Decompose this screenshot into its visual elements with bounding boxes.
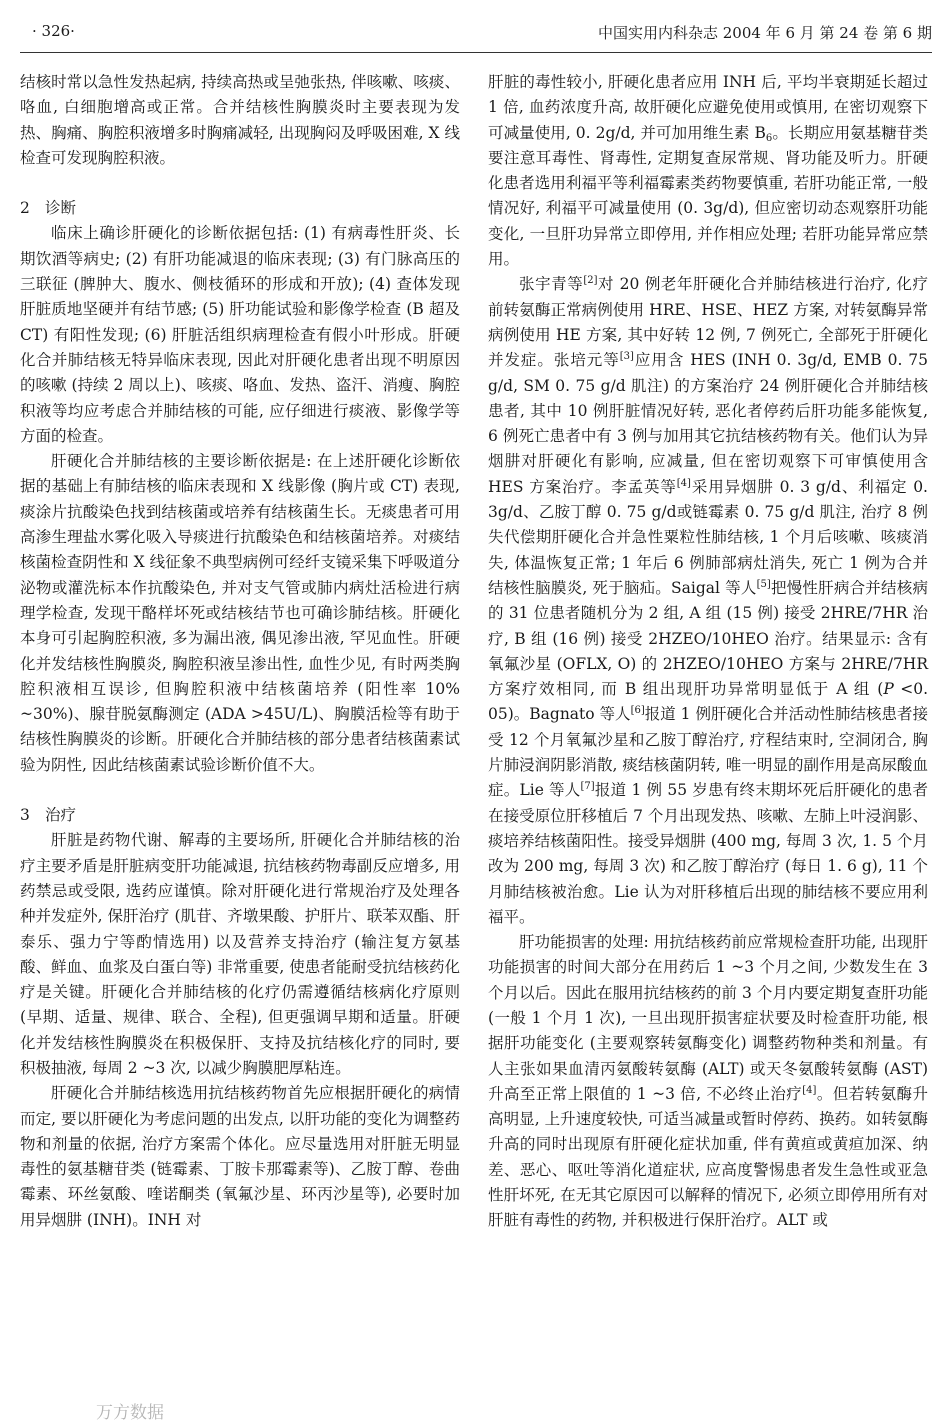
treatment-paragraph-2-text: 肝硬化合并肺结核选用抗结核药物首先应根据肝硬化的病情而定, 要以肝硬化为考虑问题的出发点, 以肝功能的变化为调整药物和剂量的依据, 治疗方案需个体化。应尽量选用对肝脏无明显毒性的氨基糖苷类 (链霉素、丁胺卡那霉素等)、乙胺丁醇、卷曲霉素、环丝氨酸、喹诺酮类 (氧: [20, 1084, 460, 1204]
diagnosis-paragraph-1: 临床上确诊肝硬化的诊断依据包括: (1) 有病毒性肝炎、长期饮酒等病史; (2) 有肝功能减退的临床表现; (3) 有门脉高压的三联征 (脾肿大、腹水、侧枝循环的形成和开放); (4) 查体发现肝脏质地坚硬并有结节感; (5) 肝功能试验和影像学检查 (B 超及 CT) 有阳性发现; (6) 肝脏活组织病理检查有假小叶形成。肝硬化合并肺结核无特异临床表现, 因此对肝硬化患者出现不明原因的咳嗽 (持续 2 周以上)、咳痰、咯血、发热、盗汗、消瘦、胸腔积液等均应考虑合并肺结核的可能, 应仔细进行痰液、影像学等方面的检查。: [20, 224, 460, 445]
citation-ref: [7]: [580, 781, 595, 793]
text-run: 把慢性肝病合并结核病的 31 位患者随机分为 2 组, A 组 (15 例) 接受 2HRE/7HR 治疗, B 组 (16 例) 接受 2HZEO/10HEO 治疗。结果显示: 含有氧氟沙星 (OFLX, O) 的 2HZEO/10HEO 方案与 2HRE/7HR 方案疗效相同, 而 B 组出现肝功异常明显低于 A 组 (: [488, 578, 928, 699]
left-column: [20, 70, 460, 1233]
section-spacer: [20, 778, 460, 803]
text-run: 张宇青等: [519, 275, 584, 294]
section-number: 3: [20, 806, 30, 825]
clinical-studies-paragraph: [488, 272, 928, 930]
citation-ref: [6]: [630, 705, 645, 717]
running-header: [22, 22, 932, 42]
citation-ref: [4]: [676, 477, 691, 489]
text-run: 报道 1 例 55 岁患有终末期坏死后肝硬化的患者在接受原位肝移植后 7 个月出现发热、咳嗽、左肺上叶浸润影、痰培养结核菌阳性。接受异烟肼 (400 mg, 每周 3 次, 1. 5 个月改为 200 mg, 每周 3 次) 和乙胺丁醇治疗 (每日 1. 6 g), 11 个月肺结核被治愈。Lie 认为对肝移植后出现的肺结核不要应用利福平。: [488, 781, 928, 926]
text-run: 。长期应用氨基糖苷类要注意耳毒性、肾毒性, 定期复查尿常规、肾功能及听力。肝硬化患者选用利福平等利福霉素类药物要慎重, 若肝功能正常, 一般情况好, 利福平可减量使用 (0. 3g/d), 但应密切动态观察肝功能变化, 一旦肝功异常立即停用, 并作相应处理; 若肝功能异常应禁用。: [488, 123, 928, 269]
treatment-paragraph-1: 肝脏是药物代谢、解毒的主要场所, 肝硬化合并肺结核的治疗主要矛盾是肝脏病变肝功能减退, 抗结核药物毒副反应增多, 用药禁忌或受限, 选药应谨慎。除对肝硬化进行常规治疗及处理各种并发症外, 保肝治疗 (肌苷、齐墩果酸、护肝片、联苯双酯、肝泰乐、强力宁等酌情选用) 以及营养支持治疗 (输注复方氨基酸、鲜血、血浆及白蛋白等) 非常重要, 使患者能耐受抗结核药化疗是关键。肝硬化合并肺结核的化疗仍需遵循结核病化疗原则 (早期、适量、规律、联合、全程), 但更强调早期和适量。肝硬化并发结核性胸膜炎在积极保肝、支持及抗结核化疗的同时, 要积极抽液, 每周 2 ~3 次, 以减少胸膜肥厚粘连。: [20, 831, 460, 1077]
text-run: 应用含 HES (INH 0. 3g/d, EMB 0. 75 g/d, SM 0. 75 g/d 肌注) 的方案治疗 24 例肝硬化合并肺结核患者, 其中 10 例肝脏情况好转, 恶化者停药后肝功能多能恢复, 6 例死亡患者中有 3 例与加用其它抗结核药物有关。他们认为异烟肼对肝硬化有影响, 应减量, 但在密切观察下可审慎使用含 HES 方案治疗。李孟英等: [488, 351, 928, 496]
section-heading-diagnosis: [20, 196, 460, 221]
treatment-paragraph-2: [20, 1081, 460, 1233]
watermark: 万方数据: [96, 1403, 164, 1423]
citation-ref: [5]: [756, 578, 771, 590]
section-title: 治疗: [45, 806, 77, 825]
intro-paragraph: 结核时常以急性发热起病, 持续高热或呈弛张热, 伴咳嗽、咳痰、咯血, 白细胞增高或正常。合并结核性胸膜炎时主要表现为发热、胸痛、胸腔积液增多时胸痛减轻, 出现胸闷及呼吸困难, X 线检查可发现胸腔积液。: [20, 73, 460, 167]
citation-ref: [2]: [583, 275, 598, 287]
citation-ref: [4]: [802, 1084, 817, 1096]
section-number: 2: [20, 199, 30, 218]
drug-paragraph: [488, 70, 928, 272]
text-run: 肝脏的毒性较小, 肝硬化患者应用 INH 后, 平均半衰期延长超过 1 倍, 血药浓度升高, 故肝硬化应避免使用或慎用, 在密切观察下可减量使用, 0. 2g/d, 并可加用维生素 B: [488, 73, 928, 142]
section-title: 诊断: [45, 199, 77, 218]
diagnosis-paragraph-2: 肝硬化合并肺结核的主要诊断依据是: 在上述肝硬化诊断依据的基础上有肺结核的临床表现和 X 线影像 (胸片或 CT) 表现, 痰涂片抗酸染色找到结核菌或培养有结核菌生长。无痰患者可用高渗生理盐水雾化吸入导痰进行抗酸染色和结核菌培养。对痰结核菌检查阴性和 X 线征象不典型病例可经纤支镜采集下呼吸道分泌物或灌洗标本作抗酸染色, 并对支气管或肺内病灶活检进行病理学检查, 发现干酪样坏死或结核结节也可确诊肺结核。肝硬化本身可引起胸腔积液, 多为漏出液, 偶见渗出液, 罕见血性。肝硬化并发结核性胸膜炎, 胸腔积液呈渗出性, 血性少见, 有时两类胸腔积液相互误诊, 但胸腔积液中结核菌培养 (阳性率 10% ~30%)、腺苷脱氨酶测定 (ADA >45U/L)、胸膜活检等有助于结核性胸膜炎的诊断。肝硬化合并肺结核的部分患者结核菌素试验为阴性, 因此结核菌素试验诊断价值不大。: [20, 452, 460, 774]
text-run: 。但若转氨酶升高明显, 上升速度较快, 可适当减量或暂时停药、换药。如转氨酶升高的同时出现原有肝硬化症状加重, 伴有黄疸或黄疸加深、纳差、恶心、呕吐等消化道症状, 应高度警惕患者发生急性或亚急性肝坏死, 在无其它原因可以解释的情况下, 必须立即停用所有对肝脏有毒性的药物, 并积极进行保肝治疗。ALT 或: [488, 1084, 928, 1230]
header-rule: [20, 52, 932, 53]
section-spacer: [20, 171, 460, 196]
subscript: 6: [765, 132, 773, 144]
right-column: [488, 70, 928, 1234]
text-run: 对 20 例老年肝硬化合并肺结核进行治疗, 化疗前转氨酶正常病例使用 HRE、HSE、HEZ 方案, 对转氨酶异常病例使用 HE 方案, 其中好转 12 例, 7 例死亡, 全部死于肝硬化并发症。张培元等: [488, 275, 928, 370]
treatment-paragraph-2-tail: 氟沙星、环丙沙星等), 必要时加用异烟肼 (INH)。INH 对: [20, 1185, 461, 1229]
citation-ref: [3]: [619, 351, 634, 363]
text-run: 肝功能损害的处理: 用抗结核药前应常规检查肝功能, 出现肝功能损害的时间大部分在用药后 1 ~3 个月之间, 少数发生在 3 个月以后。因此在服用抗结核药的前 3 个月内要定期复查肝功能 (一般 1 个月 1 次), 一旦出现肝损害症状要及时检查肝功能, 根据肝功能变化 (主要观察转氨酶变化) 调整药物种类和剂量。有人主张如果血清丙氨酸转氨酶 (ALT) 或天冬氨酸转氨酶 (AST) 升高至正常上限值的 1 ~3 倍, 不必终止治疗: [488, 933, 928, 1103]
text-run: 采用异烟肼 0. 3 g/d、利福定 0. 3g/d、乙胺丁醇 0. 75 g/d或链霉素 0. 75 g/d 肌注, 治疗 8 例失代偿期肝硬化合并急性粟粒性肺结核, 1 个月后咳嗽、咳痰消失, 体温恢复正常; 1 年后 6 例肺部病灶消失, 死亡 1 例为合并结核性脑膜炎, 死于脑疝。Saigal 等人: [488, 477, 928, 597]
liver-damage-paragraph: [488, 930, 928, 1234]
text-run: <0. 05)。Bagnato 等人: [488, 680, 929, 724]
section-heading-treatment: [20, 803, 460, 828]
p-value-symbol: P: [883, 680, 894, 699]
journal-citation: 中国实用内科杂志 2004 年 6 月 第 24 卷 第 6 期: [597, 24, 932, 42]
page-number: · 326·: [32, 22, 75, 40]
text-run: 报道 1 例肝硬化合并活动性肺结核患者接受 12 个月氧氟沙星和乙胺丁醇治疗, 疗程结束时, 空洞闭合, 胸片肺浸润阴影消散, 痰结核菌阴转, 唯一明显的副作用是高尿酸血症。Lie 等人: [488, 705, 929, 800]
